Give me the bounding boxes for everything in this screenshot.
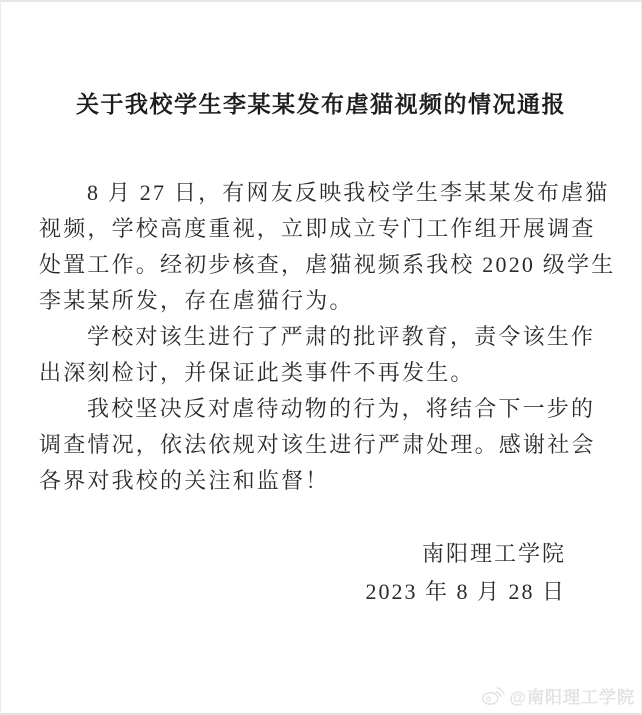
paragraph-line: 学校对该生进行了严肃的批评教育，责令该生作 xyxy=(87,324,596,349)
paragraph-line: 视频，学校高度重视，立即成立专门工作组开展调查 xyxy=(39,216,596,241)
paragraph-line: 各界对我校的关注和监督！ xyxy=(39,468,330,493)
document-title: 关于我校学生李某某发布虐猫视频的情况通报 xyxy=(76,91,566,117)
weibo-watermark xyxy=(481,683,635,708)
signature-block xyxy=(365,535,566,611)
document-body xyxy=(39,175,616,499)
paragraph-line: 调查情况，依法依规对该生进行严肃处理。感谢社会 xyxy=(39,432,596,457)
weibo-icon xyxy=(481,685,505,706)
signature-org: 南阳理工学院 xyxy=(421,541,566,566)
signature-date: 2023 年 8 月 28 日 xyxy=(365,579,566,604)
paragraph-line: 8 月 27 日，有网友反映我校学生李某某发布虐猫 xyxy=(87,180,610,205)
weibo-watermark-text: @南阳理工学院 xyxy=(509,688,635,707)
paragraph-line: 李某某所发，存在虐猫行为。 xyxy=(39,288,354,313)
paragraph-line: 出深刻检讨，并保证此类事件不再发生。 xyxy=(39,360,475,385)
paragraph-line: 处置工作。经初步核查，虐猫视频系我校 2020 级学生 xyxy=(39,252,616,277)
paragraph-line: 我校坚决反对虐待动物的行为，将结合下一步的 xyxy=(87,396,596,421)
